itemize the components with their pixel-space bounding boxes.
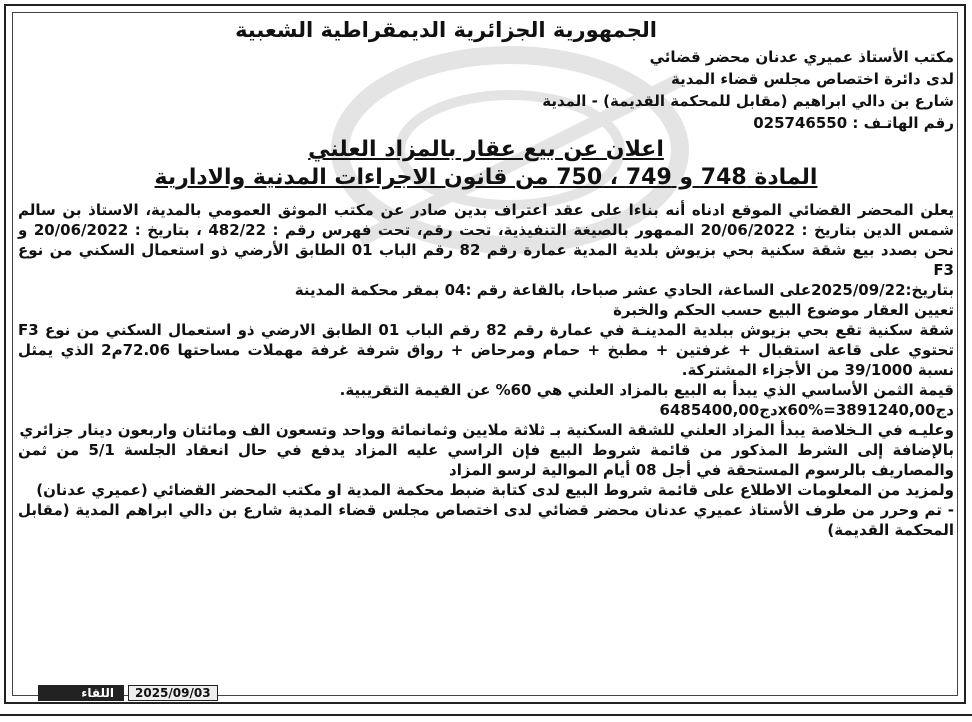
price-formula-value: 6485400,00دجx60%=3891240,00دج: [659, 401, 954, 419]
notice-content: [18, 14, 954, 674]
phone-number: 025746550: [753, 114, 848, 132]
paragraph-property-description: شقة سكنية تقع بحي بزيوش ببلدية المدينـة في عمارة رقم 82 رقم الباب 01 الطابق الارضي ذو استعمال السكني من نوع F3 تحتوي على قاعة استقبال + غرفتين + مطبخ + حمام ومرحاض + رواق شرفة غرفة مهملات مساحتها 72.06م2 الذي يمثل نسبة 39/1000 من الأجزاء المشتركة.: [18, 321, 954, 379]
jurisdiction-line: لدى دائرة اختصاص مجلس قضاء المدية: [670, 70, 954, 88]
paragraph-debt-basis: يعلن المحضر القضائي الموقع ادناه أنه بناءا على عقد اعتراف بدين صادر عن مكتب الموثق العمومي بالمدية، الاستاذ بن سالم شمس الدين بتاريخ : 20/06/2022 الممهور بالصيغة التنفيذية، تحت رقم، تحت فهرس رقم : 482/22 ، بتاريخ : 20/06/2022 و نحن بصدد بيع شقة سكنية بحي بزيوش بلدية المدية عمارة رقم 82 رقم الباب 01 الطابق الأرضي ذو استعمال السكني من نوع F3: [18, 201, 955, 279]
legal-articles-title: المادة 748 و 749 ، 750 من قانون الاجراءات المدنية والادارية: [154, 165, 818, 190]
paragraph-base-price: قيمة الثمن الأساسي الذي يبدأ به البيع بالمزاد العلني هي 60% عن القيمة التقريبية.: [339, 381, 954, 399]
publication-date: 2025/09/03: [128, 685, 218, 701]
newspaper-source: اللقاء: [38, 685, 124, 701]
phone-line: [18, 112, 954, 134]
paragraph-more-info: ولمزيد من المعلومات الاطلاع على قائمة شروط البيع لدى كتابة ضبط محكمة المدية او مكتب المحضر القضائي (عميري عدنان): [36, 481, 954, 499]
bottom-divider: [0, 714, 972, 720]
republic-heading: الجمهورية الجزائرية الديمقراطية الشعبية: [235, 18, 657, 42]
phone-label: رقم الهاتـف :: [852, 114, 954, 132]
announcement-title: اعلان عن بيع عقار بالمزاد العلني: [308, 137, 664, 162]
paragraph-payment-terms: بالإضافة إلى الشرط المذكور من قائمة شروط البيع فإن الراسي عليه المزاد يدفع في حال انعقاد الجلسة 5/1 من ثمن والمصاريف بالرسوم المستحقة في أجل 08 أيام الموالية لرسو المزاد: [18, 441, 954, 479]
price-formula: [18, 400, 954, 420]
address-line: شارع بن دالي ابراهيم (مقابل للمحكمة القديمة) - المدية: [542, 92, 954, 110]
paragraph-summary: وعليـه في الـخلاصة يبدأ المزاد العلني للشقة السكنية بـ ثلاثة ملايين وثمانمائة وواحد وتسعون الف ومائتان واربعون دينار جزائري: [19, 421, 954, 439]
publication-footer: [38, 684, 218, 702]
office-name: مكتب الأستاذ عميري عدنان محضر قضائي: [649, 48, 954, 66]
paragraph-property-heading: تعيين العقار موضوع البيع حسب الحكم والخبرة: [613, 301, 954, 319]
paragraph-sale-date: بتاريخ:2025/09/22على الساعة، الحادي عشر صباحا، بالقاعة رقم :04 بمقر محكمة المدينة: [294, 281, 954, 299]
paragraph-signature: - تم وحرر من طرف الأستاذ عميري عدنان محضر قضائي لدى اختصاص مجلس قضاء المدية شارع بن دالي ابراهم المدية (مقابل المحكمة القديمة): [18, 501, 954, 539]
